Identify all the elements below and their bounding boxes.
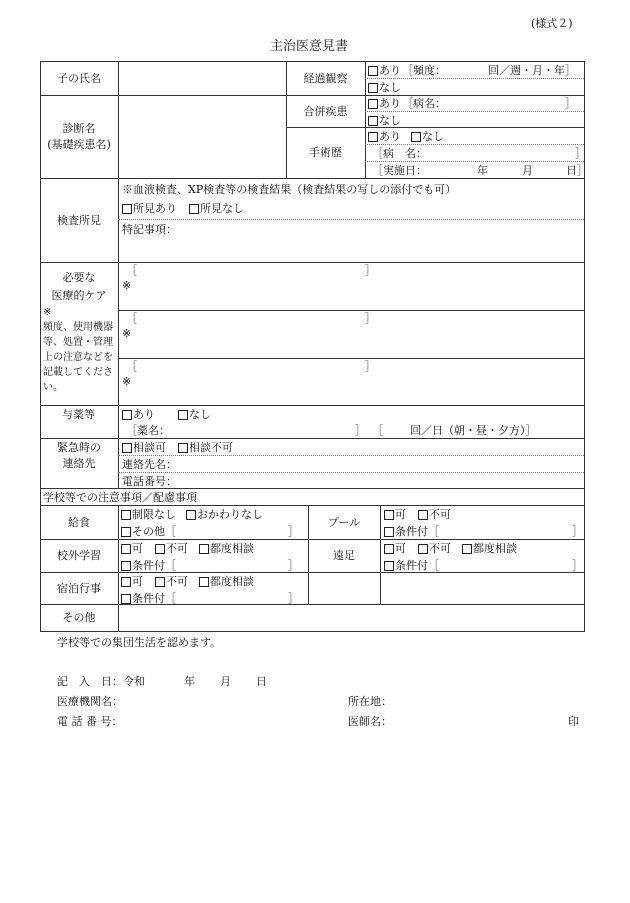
emergency-label-line2: 連絡先 xyxy=(62,457,96,470)
excursion-conditional-close: ］ xyxy=(572,559,583,572)
excursion-conditional-checkbox[interactable]: 条件付［ xyxy=(384,560,439,571)
medication-yes-checkbox[interactable]: あり xyxy=(122,409,155,420)
checkbox-icon xyxy=(384,544,394,554)
institution-label: 医療機関名： xyxy=(57,695,123,708)
address-label: 所在地： xyxy=(348,695,392,708)
care-note-line: 等、処置・管理 xyxy=(43,337,113,348)
school-heading: 学校等での注意事項／配慮事項 xyxy=(43,491,197,504)
overnight-ok-checkbox[interactable]: 可 xyxy=(121,576,143,587)
checkbox-icon xyxy=(368,116,378,126)
checkbox-icon xyxy=(368,66,378,76)
checkbox-icon xyxy=(418,510,428,520)
care-label xyxy=(40,270,118,304)
checkbox-icon xyxy=(122,410,132,420)
entry-date-month: 月 xyxy=(220,675,231,688)
pool-ng-checkbox[interactable]: 不可 xyxy=(418,509,451,520)
exam-findings-yes-checkbox[interactable]: 所見あり xyxy=(122,203,177,214)
medication-dose-text: 回／日（朝・昼・夕方）］ xyxy=(410,424,537,437)
lunch-other-checkbox[interactable]: その他［ xyxy=(121,526,176,537)
child-name-label: 子の氏名 xyxy=(57,71,101,85)
surgery-label: 手術歴 xyxy=(309,146,342,160)
care-mark: ※ xyxy=(122,375,132,388)
outdoor-ng-checkbox[interactable]: 不可 xyxy=(155,543,188,554)
surgery-name-close: ］ xyxy=(575,147,586,160)
checkbox-icon xyxy=(418,544,428,554)
checkbox-icon xyxy=(121,594,131,604)
care-note-line: 頻度、使用機器 xyxy=(43,322,113,333)
pool-label: プール xyxy=(327,515,361,529)
checkbox-icon xyxy=(122,443,132,453)
care-mark: ※ xyxy=(122,327,132,340)
entry-date-year: 年 xyxy=(184,675,195,688)
comorbid-yes-checkbox[interactable]: あり xyxy=(368,98,401,109)
approval-statement: 学校等での集団生活を認めます。 xyxy=(57,636,222,649)
care-bracket-open: ［ xyxy=(126,312,137,325)
medication-no-checkbox[interactable]: なし xyxy=(178,409,211,420)
checkbox-icon xyxy=(121,527,131,537)
checkbox-icon xyxy=(462,544,472,554)
overnight-conditional-checkbox[interactable]: 条件付［ xyxy=(121,593,176,604)
comorbid-disease-open: ［病名： xyxy=(402,97,446,110)
care-bracket-open: ［ xyxy=(126,360,137,373)
comorbid-no-checkbox[interactable]: なし xyxy=(368,115,401,126)
checkbox-icon xyxy=(384,561,394,571)
progress-label: 経過観察 xyxy=(303,71,348,85)
surgery-name-open: ［病 名： xyxy=(372,147,427,160)
checkbox-icon xyxy=(411,132,421,142)
pool-ok-checkbox[interactable]: 可 xyxy=(384,509,406,520)
care-bracket-close: ］ xyxy=(365,360,376,373)
seal-mark: 印 xyxy=(568,715,579,728)
emergency-consult-ok-checkbox[interactable]: 相談可 xyxy=(122,442,166,453)
care-note-mark: ※ xyxy=(43,307,52,318)
care-bracket-open: ［ xyxy=(126,264,137,277)
outdoor-conditional-checkbox[interactable]: 条件付［ xyxy=(121,560,176,571)
outdoor-label: 校外学習 xyxy=(57,549,101,563)
entry-date-day: 日 xyxy=(256,675,267,688)
comorbid-disease-close: ］ xyxy=(565,97,576,110)
checkbox-icon xyxy=(122,204,132,214)
overnight-conditional-close: ］ xyxy=(288,592,299,605)
pool-conditional-close: ］ xyxy=(572,525,583,538)
checkbox-icon xyxy=(121,544,131,554)
care-note-line: 上の注意などを xyxy=(43,352,113,363)
emergency-label-line1: 緊急時の xyxy=(57,440,101,454)
checkbox-icon xyxy=(178,410,188,420)
excursion-label: 遠足 xyxy=(333,549,355,563)
checkbox-icon xyxy=(199,577,209,587)
emergency-contact: 連絡先名： xyxy=(122,458,177,471)
pool-conditional-checkbox[interactable]: 条件付［ xyxy=(384,526,439,537)
checkbox-icon xyxy=(368,99,378,109)
surgery-yes-checkbox[interactable]: あり xyxy=(368,131,401,142)
diagnosis-label-line2: (基礎疾患名) xyxy=(47,138,111,151)
emergency-label xyxy=(40,440,118,472)
emergency-phone: 電話番号： xyxy=(122,475,177,488)
medication-drug-open: ［薬名： xyxy=(126,424,170,437)
checkbox-icon xyxy=(186,510,196,520)
entry-date-label: 記 入 日：令和 xyxy=(57,675,145,688)
overnight-consult-checkbox[interactable]: 都度相談 xyxy=(199,576,254,587)
surgery-no-checkbox[interactable]: なし xyxy=(411,131,444,142)
medication-dose-open: ［ xyxy=(372,424,383,437)
surgery-year: 年 xyxy=(477,164,488,177)
surgery-month: 月 xyxy=(522,164,533,177)
excursion-consult-checkbox[interactable]: 都度相談 xyxy=(462,543,517,554)
care-note-line: い。 xyxy=(43,382,63,393)
exam-remarks: 特記事項： xyxy=(122,223,177,236)
checkbox-icon xyxy=(189,204,199,214)
diagnosis-label-line1: 診断名 xyxy=(62,122,96,136)
excursion-ng-checkbox[interactable]: 不可 xyxy=(418,543,451,554)
emergency-consult-ng-checkbox[interactable]: 相談不可 xyxy=(178,442,233,453)
lunch-other-close: ］ xyxy=(288,525,299,538)
phone-label: 電 話 番 号： xyxy=(57,715,123,728)
overnight-ng-checkbox[interactable]: 不可 xyxy=(155,576,188,587)
medication-label: 与薬等 xyxy=(62,408,95,421)
exam-note: ※血液検査、XP検査等の検査結果（検査結果の写しの添付でも可） xyxy=(122,183,457,196)
checkbox-icon xyxy=(155,577,165,587)
checkbox-icon xyxy=(155,544,165,554)
checkbox-icon xyxy=(178,443,188,453)
medication-drug-close: ］ xyxy=(355,424,366,437)
checkbox-icon xyxy=(121,510,131,520)
lunch-no-seconds-checkbox[interactable]: おかわりなし xyxy=(186,509,263,520)
checkbox-icon xyxy=(121,577,131,587)
care-bracket-close: ］ xyxy=(365,264,376,277)
comorbid-label: 合併疾患 xyxy=(303,104,348,118)
progress-yes-checkbox[interactable]: あり xyxy=(368,65,401,76)
form-number: (様式２) xyxy=(531,17,573,30)
checkbox-icon xyxy=(199,544,209,554)
lunch-no-restriction-checkbox[interactable]: 制限なし xyxy=(121,509,176,520)
care-label-line2: 医療的ケア xyxy=(51,289,107,302)
doctor-label: 医師名： xyxy=(348,715,392,728)
care-note-line: 記載してくださ xyxy=(43,367,113,378)
exam-label: 検査所見 xyxy=(57,213,101,227)
care-bracket-close: ］ xyxy=(365,312,376,325)
care-mark: ※ xyxy=(122,279,132,292)
overnight-label: 宿泊行事 xyxy=(57,581,101,595)
checkbox-icon xyxy=(368,83,378,93)
other-label: その他 xyxy=(62,611,96,625)
checkbox-icon xyxy=(384,527,394,537)
surgery-day: 日］ xyxy=(566,164,588,177)
excursion-ok-checkbox[interactable]: 可 xyxy=(384,543,406,554)
page-title: 主治医意見書 xyxy=(270,39,349,54)
checkbox-icon xyxy=(368,132,378,142)
checkbox-icon xyxy=(384,510,394,520)
outdoor-ok-checkbox[interactable]: 可 xyxy=(121,543,143,554)
care-label-line1: 必要な xyxy=(62,271,96,285)
checkbox-icon xyxy=(121,561,131,571)
progress-frequency-unit: 回／週・月・年］ xyxy=(488,64,576,77)
outdoor-consult-checkbox[interactable]: 都度相談 xyxy=(199,543,254,554)
progress-frequency-open: ［頻度： xyxy=(402,64,446,77)
surgery-date-open: ［実施日： xyxy=(372,164,427,177)
lunch-label: 給食 xyxy=(68,515,90,529)
outdoor-conditional-close: ］ xyxy=(288,559,299,572)
progress-no-checkbox[interactable]: なし xyxy=(368,82,401,93)
exam-findings-no-checkbox[interactable]: 所見なし xyxy=(189,203,244,214)
diagnosis-label xyxy=(40,96,118,178)
